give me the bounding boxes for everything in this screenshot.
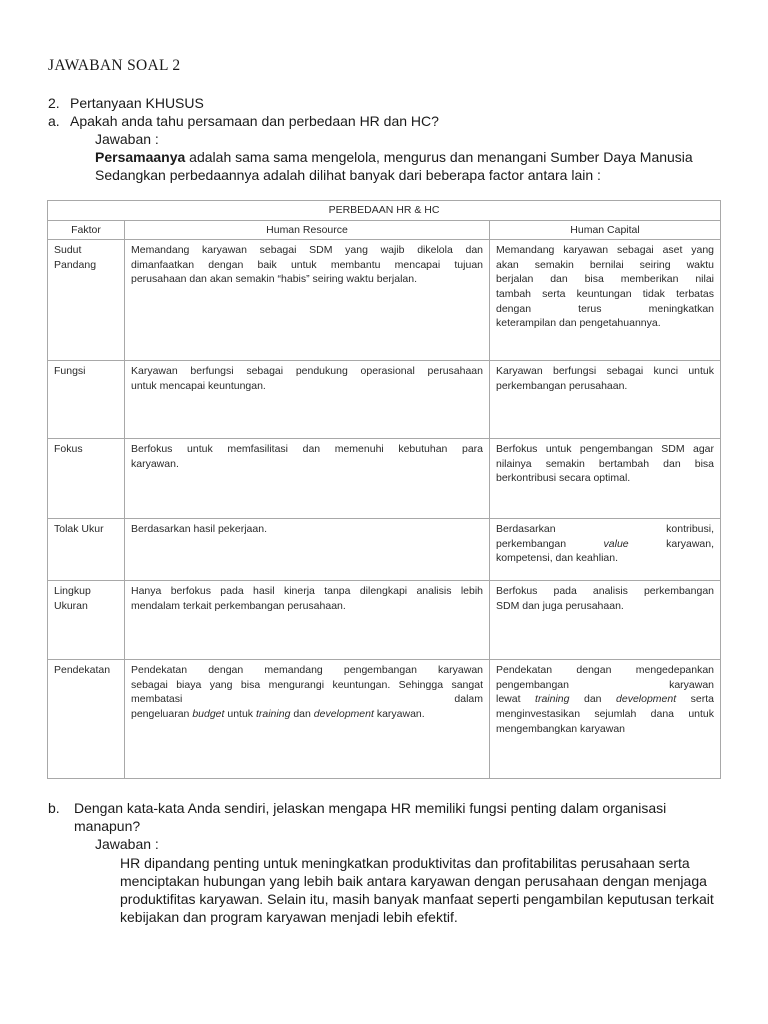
table-title: PERBEDAAN HR & HC xyxy=(48,201,721,221)
answer-a-label: Jawaban : xyxy=(95,131,159,147)
factor-cell: Lingkup Ukuran xyxy=(48,581,125,660)
question-a xyxy=(48,113,439,129)
answer-b-label: Jawaban : xyxy=(95,836,159,852)
header-faktor: Faktor xyxy=(48,220,125,240)
hc-cell: Memandang karyawan sebagai aset yang akan semakin bernilai seiring waktu berjalan dan bisa memberikan nilai tambah serta keuntungan tidak terbatas dengan terus meningkatkan keterampilan dan pengetahuannya. xyxy=(490,240,721,361)
table-row xyxy=(48,439,721,519)
table-row xyxy=(48,240,721,361)
answer-a-line-1 xyxy=(95,149,693,165)
hr-cell: Memandang karyawan sebagai SDM yang wajib dikelola dan dimanfaatkan dengan baik untuk membantu mencapai tujuan perusahaan dan akan semakin “habis” seiring waktu berjalan. xyxy=(125,240,490,361)
answer-b-text: HR dipandang penting untuk meningkatkan produktivitas dan profitabilitas perusahaan serta menciptakan hubungan yang lebih baik antara karyawan dengan perusahaan dengan menjaga produktifitas karyawan. Selain itu, masih banyak manfaat seperti pengambilan keputusan terkait kebijakan dan program karyawan menjadi lebih efektif. xyxy=(120,855,714,925)
hr-cell: Pendekatan dengan memandang pengembangan karyawan sebagai biaya yang bisa mengurangi keuntungan. Sehingga sangat membatasi dalam pengeluaran budget untuk training dan development karyawan. xyxy=(125,660,490,779)
hr-cell: Hanya berfokus pada hasil kinerja tanpa dilengkapi analisis lebih mendalam terkait perkembangan perusahaan. xyxy=(125,581,490,660)
page-heading: JAWABAN SOAL 2 xyxy=(48,57,181,74)
header-human-capital: Human Capital xyxy=(490,220,721,240)
hr-cell: Karyawan berfungsi sebagai pendukung operasional perusahaan untuk mencapai keuntungan. xyxy=(125,361,490,439)
answer-a-line-1-rest: adalah sama sama mengelola, mengurus dan menangani Sumber Daya Manusia xyxy=(185,149,693,165)
hc-cell: Berfokus untuk pengembangan SDM agar nilainya semakin bertambah dan bisa berkontribusi secara optimal. xyxy=(490,439,721,519)
table-row xyxy=(48,519,721,581)
factor-cell: Fokus xyxy=(48,439,125,519)
factor-cell: Sudut Pandang xyxy=(48,240,125,361)
hc-cell: Berdasarkan kontribusi, perkembangan value karyawan, kompetensi, dan keahlian. xyxy=(490,519,721,581)
hc-cell: Berfokus pada analisis perkembangan SDM dan juga perusahaan. xyxy=(490,581,721,660)
hc-cell: Karyawan berfungsi sebagai kunci untuk perkembangan perusahaan. xyxy=(490,361,721,439)
hc-cell: Pendekatan dengan mengedepankan pengembangan karyawan lewat training dan development serta menginvestasikan sejumlah dana untuk mengembangkan karyawan xyxy=(490,660,721,779)
hr-cell: Berfokus untuk memfasilitasi dan memenuhi kebutuhan para karyawan. xyxy=(125,439,490,519)
question-b-letter: b. xyxy=(48,800,60,816)
factor-cell: Pendekatan xyxy=(48,660,125,779)
answer-a-bold-word: Persamaanya xyxy=(95,149,186,165)
table-row xyxy=(48,361,721,439)
question-a-letter: a. xyxy=(48,113,60,129)
section-heading xyxy=(48,95,204,111)
factor-cell: Fungsi xyxy=(48,361,125,439)
hr-cell: Berdasarkan hasil pekerjaan. xyxy=(125,519,490,581)
section-title: Pertanyaan KHUSUS xyxy=(70,95,204,111)
answer-a-line-2: Sedangkan perbedaannya adalah dilihat banyak dari beberapa factor antara lain : xyxy=(95,167,601,183)
question-b-text: Dengan kata-kata Anda sendiri, jelaskan mengapa HR memiliki fungsi penting dalam organisasi manapun? xyxy=(74,800,667,834)
comparison-table xyxy=(47,200,721,779)
table-row xyxy=(48,660,721,779)
table-row xyxy=(48,581,721,660)
question-a-text: Apakah anda tahu persamaan dan perbedaan HR dan HC? xyxy=(70,113,439,129)
section-number: 2. xyxy=(48,95,60,111)
factor-cell: Tolak Ukur xyxy=(48,519,125,581)
header-human-resource: Human Resource xyxy=(125,220,490,240)
